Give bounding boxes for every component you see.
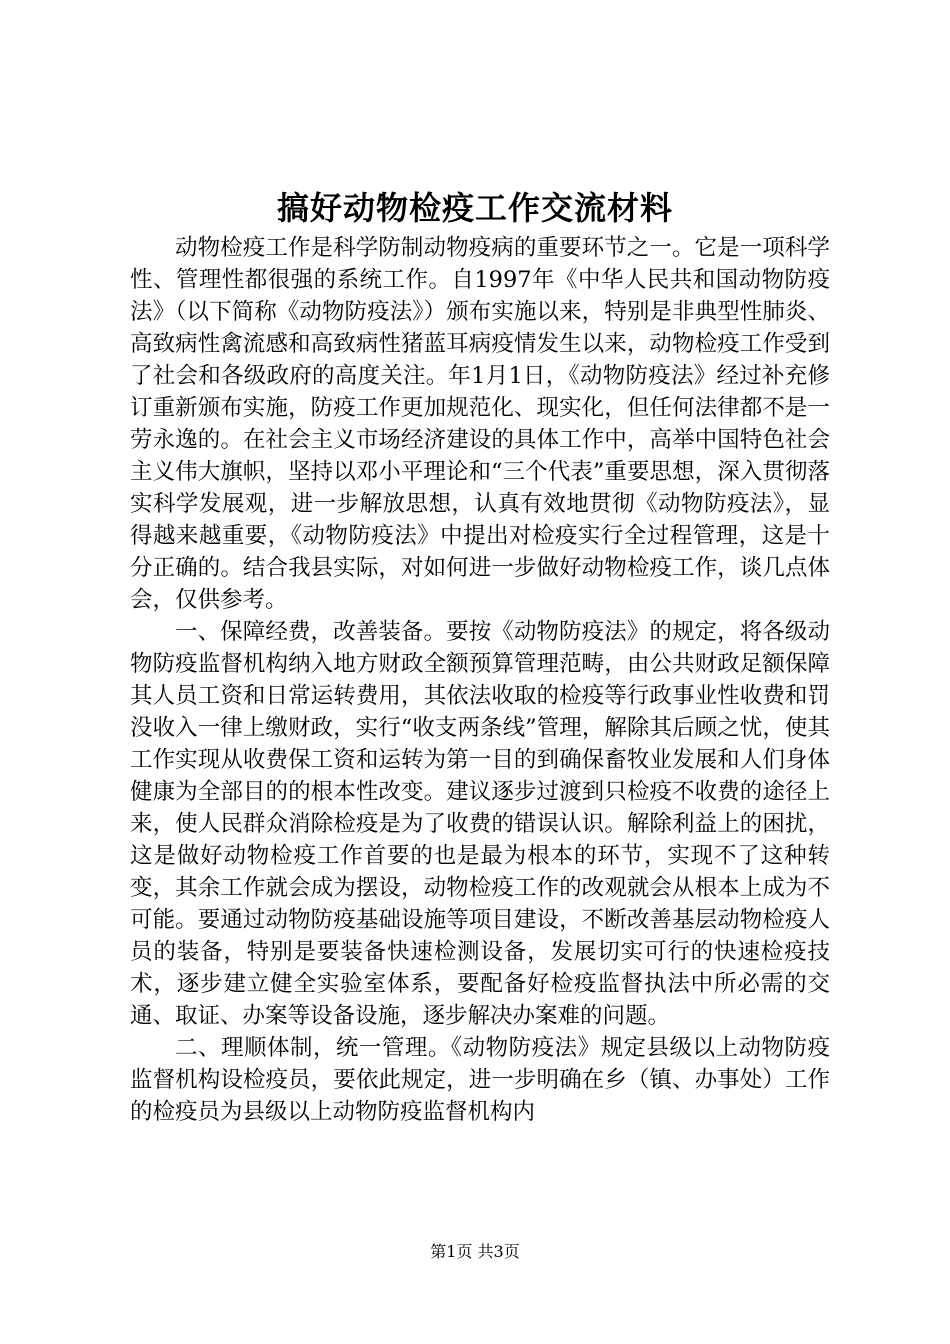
paragraph-section-1: 一、保障经费，改善装备。要按《动物防疫法》的规定，将各级动物防疫监督机构纳入地方财政全额预算管理范畴，由公共财政足额保障其人员工资和日常运转费用，其依法收取的检疫等行政事业性收费和罚没收入一律上缴财政，实行“收支两条线”管理，解除其后顾之忧，使其工作实现从收费保工资和运转为第一目的到确保畜牧业发展和人们身体健康为全部目的的根本性改变。建议逐步过渡到只检疫不收费的途径上来，使人民群众消除检疫是为了收费的错误认识。解除利益上的困扰，这是做好动物检疫工作首要的也是最为根本的环节，实现不了这种转变，其余工作就会成为摆设，动物检疫工作的改观就会从根本上成为不可能。要通过动物防疫基础设施等项目建设，不断改善基层动物检疫人员的装备，特别是要装备快速检测设备，发展切实可行的快速检疫技术，逐步建立健全实验室体系，要配备好检疫监督执法中所必需的交通、取证、办案等设备设施，逐步解决办案难的问题。 [130, 619, 830, 1029]
paragraph-intro: 动物检疫工作是科学防制动物疫病的重要环节之一。它是一项科学性、管理性都很强的系统工作。自1997年《中华人民共和国动物防疫法》（以下简称《动物防疫法》）颁布实施以来，特别是非典型性肺炎、高致病性禽流感和高致病性猪蓝耳病疫情发生以来，动物检疫工作受到了社会和各级政府的高度关注。年1月1日，《动物防疫法》经过补充修订重新颁布实施，防疫工作更加规范化、现实化，但任何法律都不是一劳永逸的。在社会主义市场经济建设的具体工作中，高举中国特色社会主义伟大旗帜，坚持以邓小平理论和“三个代表”重要思想，深入贯彻落实科学发展观，进一步解放思想，认真有效地贯彻《动物防疫法》，显得越来越重要，《动物防疫法》中提出对检疫实行全过程管理，这是十分正确的。结合我县实际，对如何进一步做好动物检疫工作，谈几点体会，仅供参考。 [130, 235, 830, 613]
document-title: 搞好动物检疫工作交流材料 [276, 189, 673, 227]
paragraph-section-2: 二、理顺体制，统一管理。《动物防疫法》规定县级以上动物防疫监督机构设检疫员，要依此规定，进一步明确在乡（镇、办事处）工作的检疫员为县级以上动物防疫监督机构内 [130, 1035, 830, 1125]
page-footer: 第1页 共3页 [430, 1242, 520, 1261]
document-body [130, 232, 830, 1128]
